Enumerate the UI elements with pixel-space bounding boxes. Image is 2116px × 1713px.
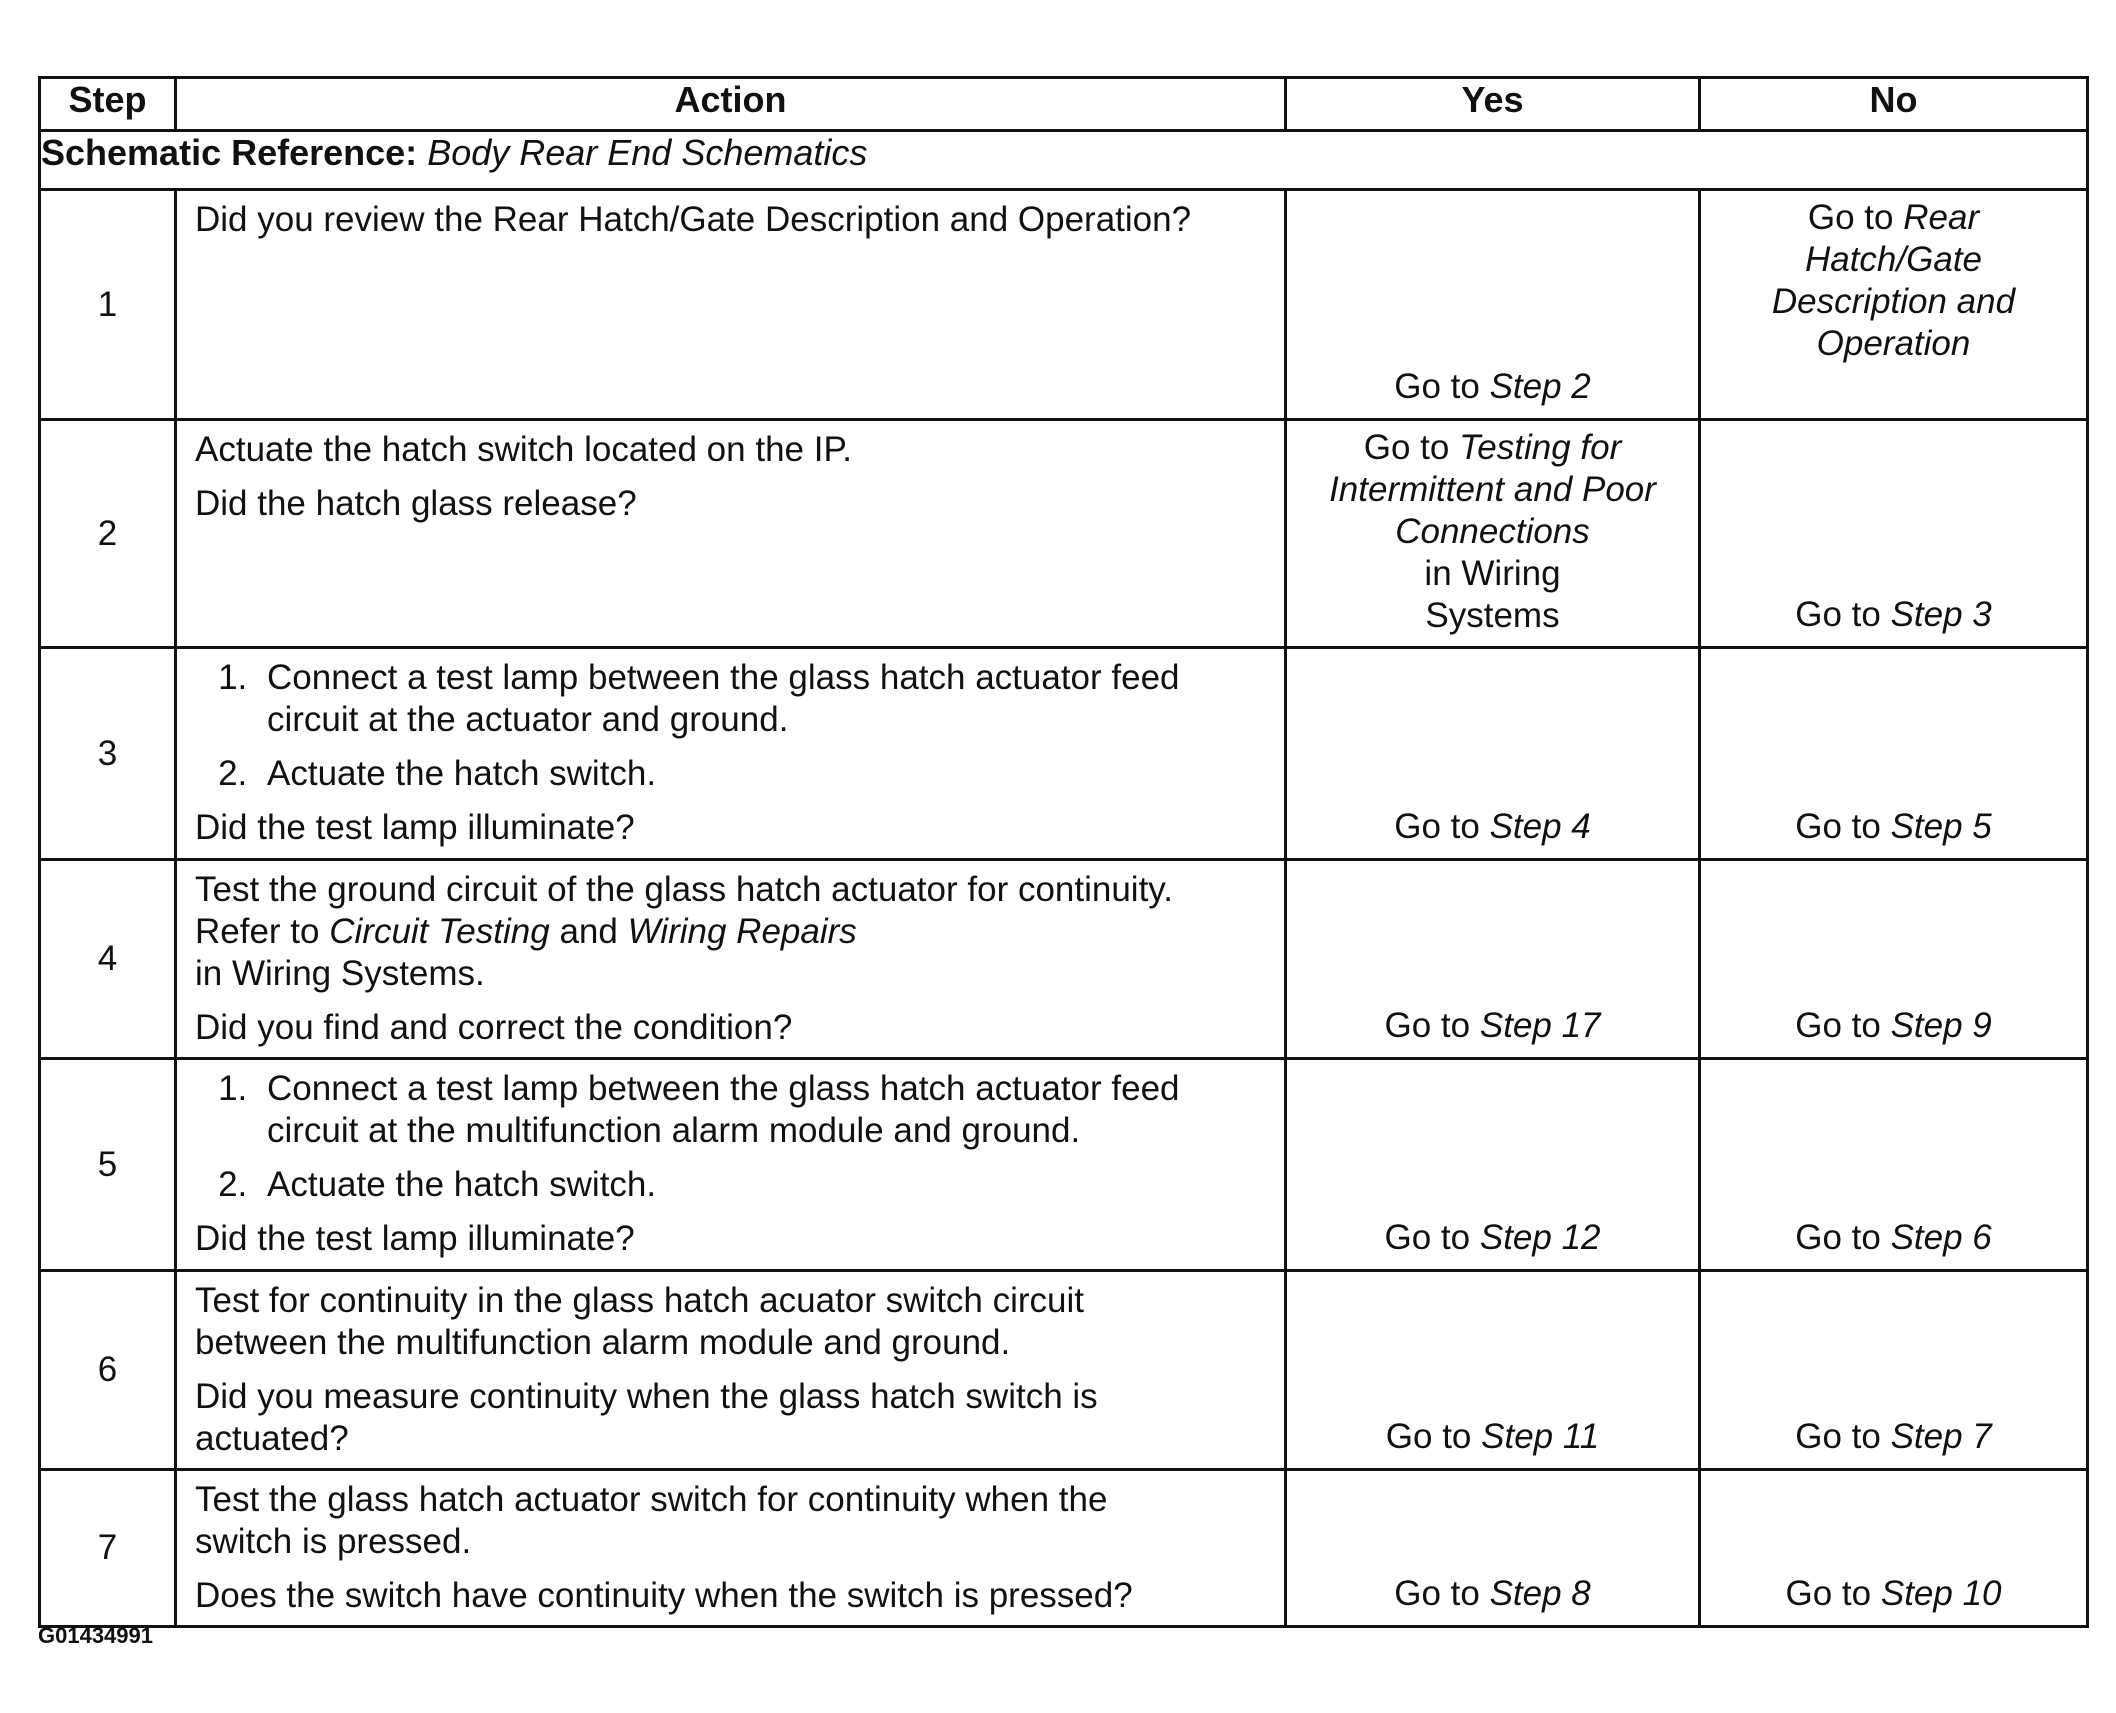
- action-text: Actuate the hatch switch located on the IP.: [195, 430, 853, 469]
- no-cell: [1700, 1271, 2088, 1470]
- table-row: [40, 1059, 2088, 1271]
- action-steps-list: [195, 657, 1266, 795]
- goto-link[interactable]: Step 2: [1489, 367, 1591, 406]
- goto-link[interactable]: Step 10: [1880, 1574, 2002, 1613]
- goto-link[interactable]: Testing for: [1459, 428, 1622, 467]
- schematic-reference-label: Schematic Reference:: [41, 132, 418, 173]
- circuit-testing-link[interactable]: Circuit Testing: [329, 912, 550, 951]
- table-row: [40, 1271, 2088, 1470]
- no-cell: [1700, 860, 2088, 1059]
- goto-prefix: Go to: [1363, 428, 1450, 467]
- yes-cell: [1286, 1271, 1700, 1470]
- goto-link[interactable]: Operation: [1816, 324, 1971, 363]
- action-cell: [176, 190, 1286, 420]
- header-yes: Yes: [1286, 78, 1700, 131]
- action-cell: [176, 1059, 1286, 1271]
- goto-link[interactable]: Step 3: [1890, 595, 1992, 634]
- list-item: 2. Actuate the hatch switch.: [257, 1164, 1266, 1206]
- goto-prefix: Go to: [1384, 1218, 1471, 1257]
- schematic-reference-row: [40, 131, 2088, 190]
- yes-goto[interactable]: [1287, 806, 1698, 848]
- goto-link[interactable]: Step 5: [1890, 807, 1992, 846]
- action-text: Test for continuity in the glass hatch acuator switch circuit between the multifunction alarm module and ground.: [195, 1281, 1085, 1362]
- yes-goto[interactable]: [1287, 1005, 1698, 1047]
- step-number: 5: [40, 1059, 176, 1271]
- yes-cell: [1286, 648, 1700, 860]
- step-number: 7: [40, 1470, 176, 1627]
- header-no: No: [1700, 78, 2088, 131]
- goto-link[interactable]: Step 7: [1890, 1417, 1992, 1456]
- action-steps-list: [195, 1068, 1266, 1206]
- action-cell: [176, 420, 1286, 648]
- goto-prefix: Go to: [1795, 807, 1881, 846]
- table-row: [40, 420, 2088, 648]
- table-header-row: [40, 78, 2088, 131]
- no-cell: [1700, 648, 2088, 860]
- list-item: 1. Connect a test lamp between the glass hatch actuator feed circuit at the actuator and ground.: [257, 657, 1266, 741]
- goto-link[interactable]: Intermittent and Poor: [1329, 470, 1656, 509]
- schematic-reference: [40, 131, 2088, 190]
- goto-link[interactable]: Step 9: [1890, 1006, 1992, 1045]
- diagnostic-table: [38, 76, 2089, 1628]
- no-cell: [1700, 420, 2088, 648]
- goto-prefix: Go to: [1394, 367, 1480, 406]
- no-goto[interactable]: [1701, 594, 2086, 636]
- action-question: Did the test lamp illuminate?: [195, 808, 635, 847]
- goto-prefix: Go to: [1394, 1574, 1480, 1613]
- wiring-repairs-link[interactable]: Wiring Repairs: [627, 912, 857, 951]
- list-item: 2. Actuate the hatch switch.: [257, 753, 1266, 795]
- action-question: Did you measure continuity when the glass hatch switch is actuated?: [195, 1377, 1098, 1458]
- schematic-reference-link[interactable]: Body Rear End Schematics: [427, 132, 868, 173]
- action-question: Did the test lamp illuminate?: [195, 1219, 635, 1258]
- goto-prefix: Go to: [1795, 1006, 1881, 1045]
- table-row: [40, 648, 2088, 860]
- action-text: Test the ground circuit of the glass hatch actuator for continuity. Refer to Circuit Testing and Wiring Repairs in Wiring Systems.: [195, 870, 1173, 993]
- step-number: 1: [40, 190, 176, 420]
- goto-link[interactable]: Step 12: [1479, 1218, 1601, 1257]
- figure-id: G01434991: [38, 1623, 153, 1648]
- table-row: [40, 190, 2088, 420]
- action-text: Did you review the Rear Hatch/Gate Description and Operation?: [195, 200, 1192, 239]
- step-number: 6: [40, 1271, 176, 1470]
- no-goto[interactable]: [1701, 1573, 2086, 1615]
- no-goto[interactable]: [1701, 1005, 2086, 1047]
- table-row: [40, 1470, 2088, 1627]
- goto-prefix: Go to: [1384, 1006, 1471, 1045]
- goto-suffix: in Wiring: [1424, 554, 1561, 593]
- no-cell: [1700, 1470, 2088, 1627]
- goto-link[interactable]: Step 4: [1489, 807, 1591, 846]
- goto-prefix: Go to: [1807, 198, 1894, 237]
- goto-link[interactable]: Step 17: [1479, 1006, 1601, 1045]
- yes-cell: [1286, 1470, 1700, 1627]
- action-question: Did the hatch glass release?: [195, 484, 637, 523]
- list-item: 1. Connect a test lamp between the glass hatch actuator feed circuit at the multifunction alarm module and ground.: [257, 1068, 1266, 1152]
- goto-prefix: Go to: [1795, 1218, 1881, 1257]
- header-step: Step: [40, 78, 176, 131]
- goto-link[interactable]: Step 6: [1890, 1218, 1992, 1257]
- goto-link[interactable]: Step 11: [1481, 1417, 1600, 1456]
- action-cell: [176, 1271, 1286, 1470]
- action-text: Test the glass hatch actuator switch for continuity when the switch is pressed.: [195, 1480, 1108, 1561]
- no-goto[interactable]: [1701, 191, 2086, 365]
- header-action: Action: [176, 78, 1286, 131]
- step-number: 2: [40, 420, 176, 648]
- goto-link[interactable]: Connections: [1395, 512, 1590, 551]
- goto-link[interactable]: Rear: [1903, 198, 1980, 237]
- action-cell: [176, 1470, 1286, 1627]
- table-row: [40, 860, 2088, 1059]
- yes-cell: [1286, 420, 1700, 648]
- yes-cell: [1286, 190, 1700, 420]
- step-number: 3: [40, 648, 176, 860]
- no-cell: [1700, 1059, 2088, 1271]
- yes-goto[interactable]: [1287, 1416, 1698, 1458]
- action-cell: [176, 860, 1286, 1059]
- goto-prefix: Go to: [1385, 1417, 1472, 1456]
- yes-cell: [1286, 860, 1700, 1059]
- goto-link[interactable]: Description and: [1771, 282, 2016, 321]
- yes-goto[interactable]: [1287, 1217, 1698, 1259]
- no-goto[interactable]: [1701, 806, 2086, 848]
- yes-goto[interactable]: [1287, 1573, 1698, 1615]
- no-goto[interactable]: [1701, 1217, 2086, 1259]
- step-number: 4: [40, 860, 176, 1059]
- goto-link[interactable]: Step 8: [1489, 1574, 1591, 1613]
- goto-link[interactable]: Hatch/Gate: [1804, 240, 1983, 279]
- no-cell: [1700, 190, 2088, 420]
- goto-suffix: Systems: [1425, 596, 1560, 635]
- action-question: Does the switch have continuity when the switch is pressed?: [195, 1576, 1133, 1615]
- yes-cell: [1286, 1059, 1700, 1271]
- goto-prefix: Go to: [1795, 595, 1881, 634]
- action-question: Did you find and correct the condition?: [195, 1008, 793, 1047]
- goto-prefix: Go to: [1795, 1417, 1881, 1456]
- yes-goto[interactable]: [1287, 421, 1698, 637]
- yes-goto[interactable]: [1287, 366, 1698, 408]
- no-goto[interactable]: [1701, 1416, 2086, 1458]
- goto-prefix: Go to: [1785, 1574, 1872, 1613]
- goto-prefix: Go to: [1394, 807, 1480, 846]
- action-cell: [176, 648, 1286, 860]
